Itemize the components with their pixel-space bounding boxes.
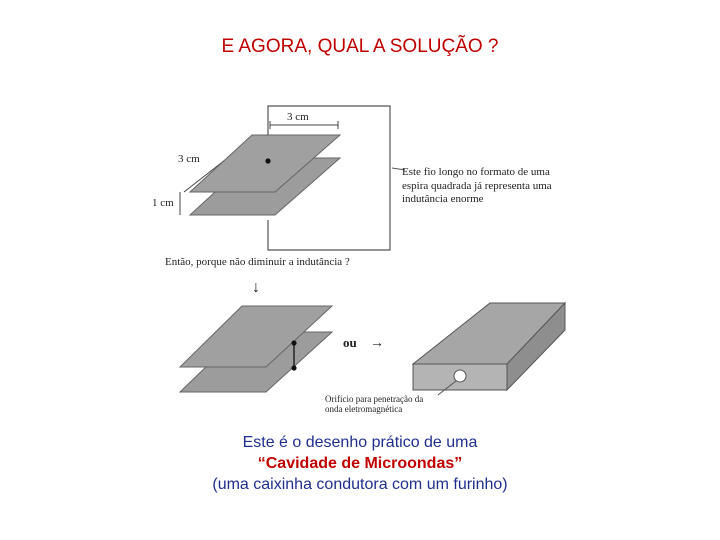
hole-note-line-2: onda eletromagnética (325, 404, 403, 414)
short-wire-bottom-dot (291, 365, 296, 370)
page-title: E AGORA, QUAL A SOLUÇÃO ? (221, 36, 499, 57)
box-hole (454, 370, 466, 382)
note-line-2: espira quadrada já representa uma (402, 180, 552, 192)
caption-line-1: Este é o desenho prático de uma (242, 434, 478, 451)
label-gap: 1 cm (152, 197, 174, 209)
down-arrow: ↓ (252, 279, 260, 296)
label-top-width: 3 cm (287, 111, 309, 123)
wire-contact-point (265, 158, 270, 163)
hole-note-line-1: Orifício para penetração da (325, 394, 424, 404)
label-side-length: 3 cm (178, 153, 200, 165)
short-wire-top-dot (291, 340, 296, 345)
question-text: Então, porque não diminuir a indutância ? (165, 256, 350, 268)
note-line-3: indutância enorme (402, 193, 484, 205)
or-label: ou (343, 335, 357, 350)
caption (0, 432, 720, 495)
caption-line-3: (uma caixinha condutora com um furinho) (212, 476, 508, 493)
right-arrow: → (370, 336, 384, 351)
caption-line-2: “Cavidade de Microondas” (257, 455, 463, 472)
note-line-1: Este fio longo no formato de uma (402, 166, 550, 178)
